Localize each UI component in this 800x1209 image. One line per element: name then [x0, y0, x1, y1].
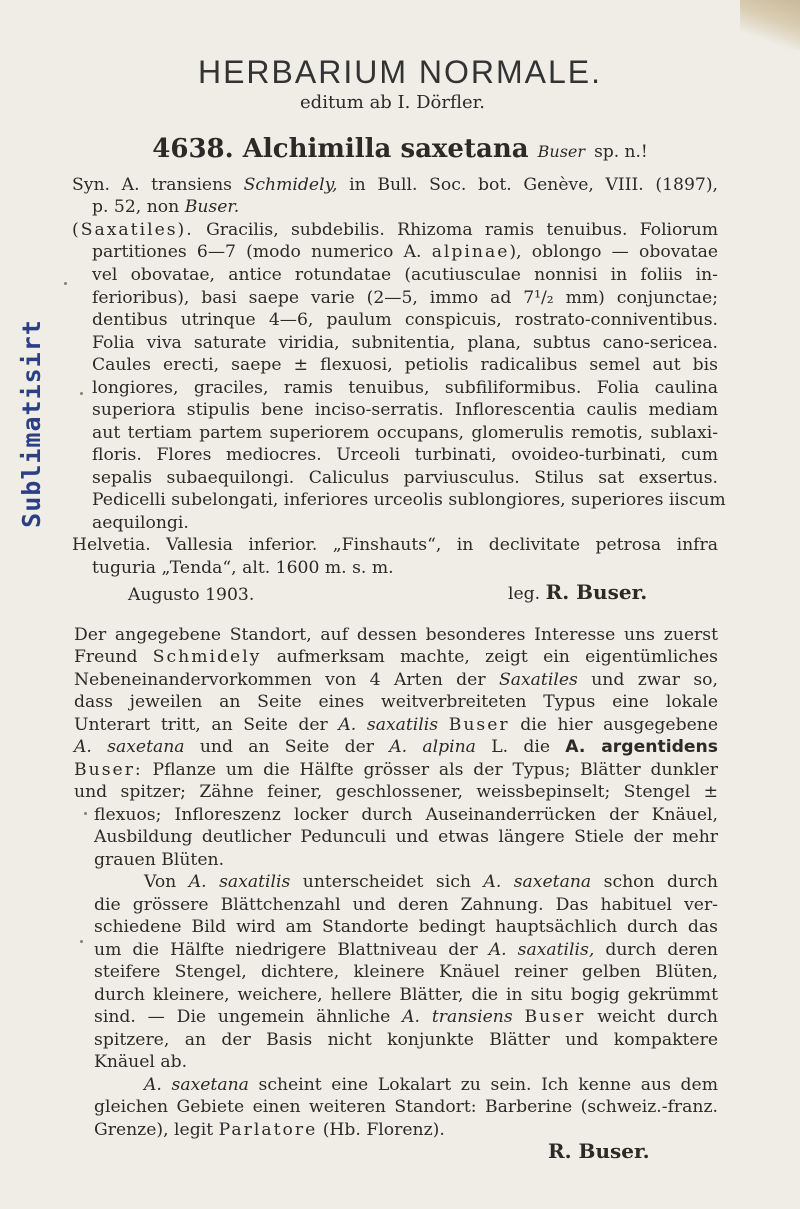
species-title: 4638. Alchimilla saxetana Buser sp. n.!	[152, 134, 648, 164]
german-line: spitzere, an der Basis nicht konjunkte Blätter und kompaktere	[94, 1030, 718, 1050]
german-line: durch kleinere, weichere, hellere Blätter, die in situ bogig gekrümmt	[94, 985, 718, 1005]
latin-line: Caules erecti, saepe ± flexuosi, petiolis radicalibus semel aut bis	[92, 355, 718, 375]
german-line: Freund Schmidely aufmerksam machte, zeigt ein eigentümliches	[74, 647, 718, 667]
latin-line: dentibus utrinque 4—6, paulum conspicuis, rostrato-conniventibus.	[92, 310, 718, 330]
latin-line: p. 52, non Buser.	[92, 197, 240, 217]
latin-line: superiora stipulis bene inciso-serratis. Inflorescentia caulis mediam	[92, 400, 718, 420]
german-line: und spitzer; Zähne feiner, geschlossener, weissbepinselt; Stengel ±	[74, 782, 718, 802]
latin-line: Helvetia. Vallesia inferior. „Finshauts“, in declivitate petrosa infra	[72, 535, 718, 555]
paper-speck	[64, 282, 67, 285]
german-line: Grenze), legit Parlatore (Hb. Florenz).	[94, 1120, 445, 1140]
latin-line: Pedicelli subelongati, inferiores urceolis sublongiores, superiores iiscum	[92, 490, 726, 510]
torn-corner	[740, 0, 800, 50]
latin-line: ferioribus), basi saepe varie (2—5, immo ad 7¹/₂ mm) conjunctae;	[92, 288, 718, 308]
latin-line: Syn. A. transiens Schmidely, in Bull. Soc. bot. Genève, VIII. (1897),	[72, 175, 719, 195]
latin-line: longiores, graciles, ramis tenuibus, subfiliformibus. Folia caulina	[92, 378, 718, 398]
paper-speck	[84, 812, 87, 815]
german-line: Knäuel ab.	[94, 1052, 188, 1072]
signature: R. Buser.	[548, 1139, 650, 1163]
german-line: gleichen Gebiete einen weiteren Standort: Barberine (schweiz.-franz.	[94, 1097, 718, 1117]
editor-line: editum ab I. Dörfler.	[300, 92, 485, 113]
latin-line: floris. Flores mediocres. Urceoli turbinati, ovoideo-turbinati, cum	[92, 445, 718, 465]
german-line: A. saxetana scheint eine Lokalart zu sein. Ich kenne aus dem	[144, 1075, 718, 1095]
latin-line: tuguria „Tenda“, alt. 1600 m. s. m.	[92, 558, 394, 578]
german-line: Von A. saxatilis unterscheidet sich A. saxetana schon durch	[144, 872, 718, 892]
paper-speck	[80, 940, 83, 943]
sublimatisirt-stamp: Sublimatisirt	[16, 318, 46, 528]
latin-line: (Saxatiles). Gracilis, subdebilis. Rhizoma ramis tenuibus. Foliorum	[72, 220, 718, 240]
paper-speck	[80, 392, 83, 395]
german-line: Der angegebene Standort, auf dessen besonderes Interesse uns zuerst	[74, 625, 718, 645]
german-line: Ausbildung deutlicher Pedunculi und etwas längere Stiele der mehr	[94, 827, 718, 847]
collector-line: leg. R. Buser.	[508, 580, 648, 604]
german-line: um die Hälfte niedrigere Blattniveau der A. saxatilis, durch deren	[94, 940, 718, 960]
collection-date: Augusto 1903.	[128, 585, 255, 605]
latin-line: vel obovatae, antice rotundatae (acutiusculae nonnisi in foliis in-	[92, 265, 718, 285]
german-line: schiedene Bild wird am Standorte bedingt hauptsächlich durch das	[94, 917, 718, 937]
german-line: die grössere Blättchenzahl und deren Zahnung. Das habituel ver-	[94, 895, 718, 915]
latin-line: aequilongi.	[92, 513, 189, 533]
german-line: sind. — Die ungemein ähnliche A. transiens Buser weicht durch	[94, 1007, 718, 1027]
latin-line: partitiones 6—7 (modo numerico A. alpinae), oblongo — obovatae	[92, 242, 719, 262]
german-line: grauen Blüten.	[94, 850, 225, 870]
german-line: Unterart tritt, an Seite der A. saxatilis Buser die hier ausgegebene	[74, 715, 718, 735]
german-line: Nebeneinandervorkommen von 4 Arten der Saxatiles und zwar so,	[74, 670, 718, 690]
german-line: flexuos; Infloreszenz locker durch Auseinanderrücken der Knäuel,	[94, 805, 718, 825]
herbarium-title: HERBARIUM NORMALE.	[197, 54, 603, 90]
german-line: A. saxetana und an Seite der A. alpina L. die A. argentidens	[74, 737, 719, 757]
latin-line: aut tertiam partem superiorem occupans, glomerulis remotis, sublaxi-	[92, 423, 718, 443]
german-line: dass jeweilen an Seite eines weitverbreiteten Typus eine lokale	[74, 692, 718, 712]
latin-line: sepalis subaequilongi. Caliculus parviusculus. Stilus sat exsertus.	[92, 468, 718, 488]
german-line: steifere Stengel, dichtere, kleinere Knäuel reiner gelben Blüten,	[94, 962, 718, 982]
german-line: Buser: Pflanze um die Hälfte grösser als der Typus; Blätter dunkler	[74, 760, 718, 780]
latin-line: Folia viva saturate viridia, subnitentia, plana, subtus cano-sericea.	[92, 333, 718, 353]
